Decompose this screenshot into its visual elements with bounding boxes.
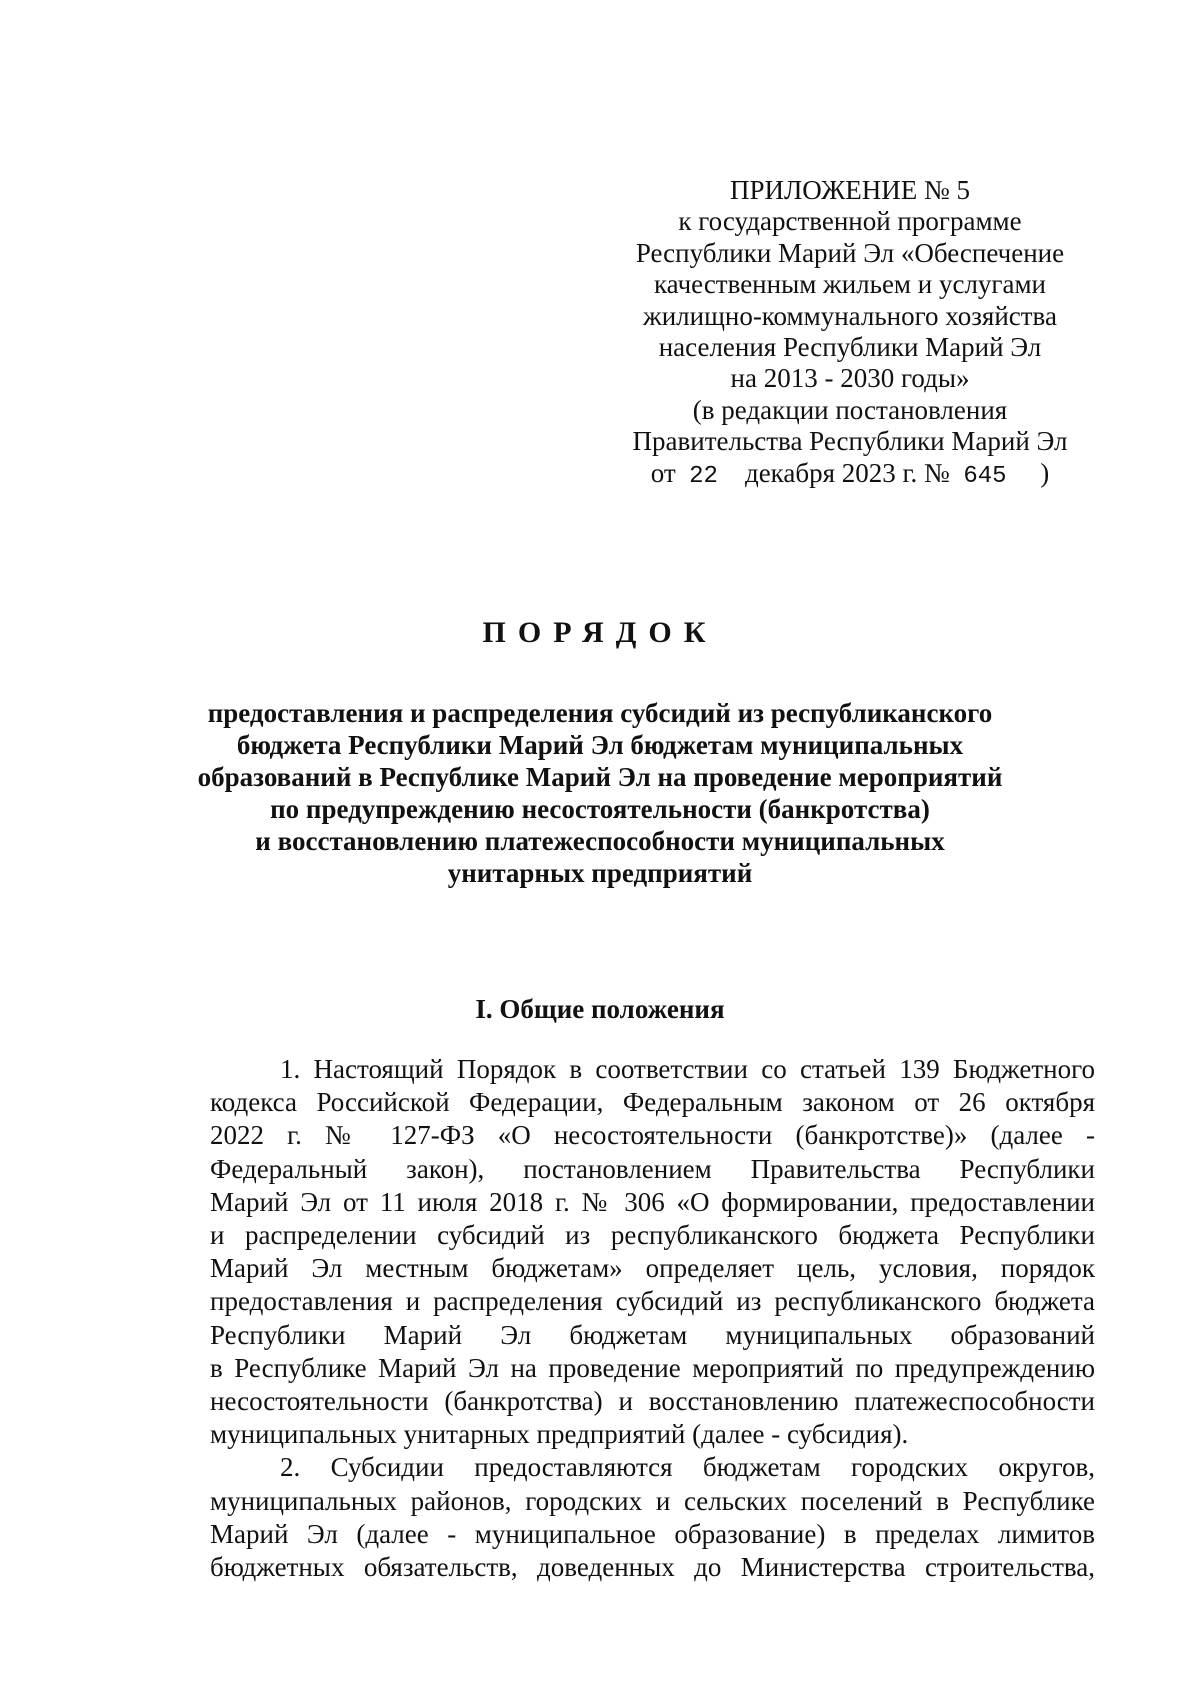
section-heading: I. Общие положения [475,994,725,1024]
subtitle-line: унитарных предприятий [447,858,753,888]
document-number: 645 [963,462,1007,490]
paragraph-1-line: 2022 г. № 127-ФЗ «О несостоятельности (банкротстве)» (далее - [210,1120,1095,1151]
subtitle-line: предоставления и распределения субсидий из республиканского [207,698,993,728]
appendix-date-line [600,458,1100,492]
subtitle-line: по предупреждению несостоятельности (банкротства) [270,794,930,824]
appendix-line: Республики Марий Эл «Обеспечение [635,237,1065,268]
appendix-line: жилищно-коммунального хозяйства [643,300,1057,331]
paragraph-1-line: муниципальных унитарных предприятий (далее - субсидия). [210,1419,909,1450]
subtitle-line: бюджета Республики Марий Эл бюджетам муниципальных [236,730,964,760]
paragraph-1-line: кодекса Российской Федерации, Федеральным законом от 26 октября [210,1087,1095,1118]
paragraph-1-line: Федеральный закон), постановлением Правительства Республики [210,1153,1095,1184]
appendix-line: (в редакции постановления [692,394,1008,425]
appendix-header [600,175,1100,492]
date-month-year: декабря 2023 г. № [744,457,950,488]
appendix-line: населения Республики Марий Эл [658,332,1042,363]
appendix-line: Правительства Республики Марий Эл [632,426,1068,457]
document-body [210,1053,1095,1584]
document-subtitle [160,697,1040,889]
date-prefix: от [650,457,676,488]
date-day: 22 [689,462,718,490]
date-suffix: ) [1040,457,1050,488]
paragraph-1-line: и распределении субсидий из республиканского бюджета Республики [210,1220,1095,1251]
paragraph-2-line: 2. Субсидии предоставляются бюджетам городских округов, [280,1452,1095,1483]
appendix-line: на 2013 - 2030 годы» [730,363,970,394]
document-title: ПОРЯДОК [482,616,718,649]
paragraph-1-line: Марий Эл от 11 июля 2018 г. № 306 «О формировании, предоставлении [210,1186,1095,1217]
paragraph-1-line: 1. Настоящий Порядок в соответствии со статьей 139 Бюджетного [280,1054,1095,1084]
paragraph-1-line: Марий Эл местным бюджетам» определяет цель, условия, порядок [210,1253,1095,1284]
paragraph-1-line: несостоятельности (банкротства) и восстановлению платежеспособности [210,1386,1095,1417]
appendix-line: к государственной программе [678,206,1022,237]
paragraph-1-line: предоставления и распределения субсидий из республиканского бюджета [210,1286,1095,1317]
appendix-line: ПРИЛОЖЕНИЕ № 5 [729,175,971,205]
subtitle-line: и восстановлению платежеспособности муниципальных [255,826,945,856]
paragraph-2-line: Марий Эл (далее - муниципальное образование) в пределах лимитов [210,1518,1095,1549]
paragraph-2-line: бюджетных обязательств, доведенных до Министерства строительства, [210,1552,1095,1583]
paragraph-2-line: муниципальных районов, городских и сельских поселений в Республике [210,1485,1095,1516]
appendix-line: качественным жильем и услугами [653,269,1047,300]
paragraph-1-line: Республики Марий Эл бюджетам муниципальных образований [210,1319,1095,1350]
subtitle-line: образований в Республике Марий Эл на проведение мероприятий [197,762,1003,792]
paragraph-1-line: в Республике Марий Эл на проведение мероприятий по предупреждению [210,1352,1095,1383]
